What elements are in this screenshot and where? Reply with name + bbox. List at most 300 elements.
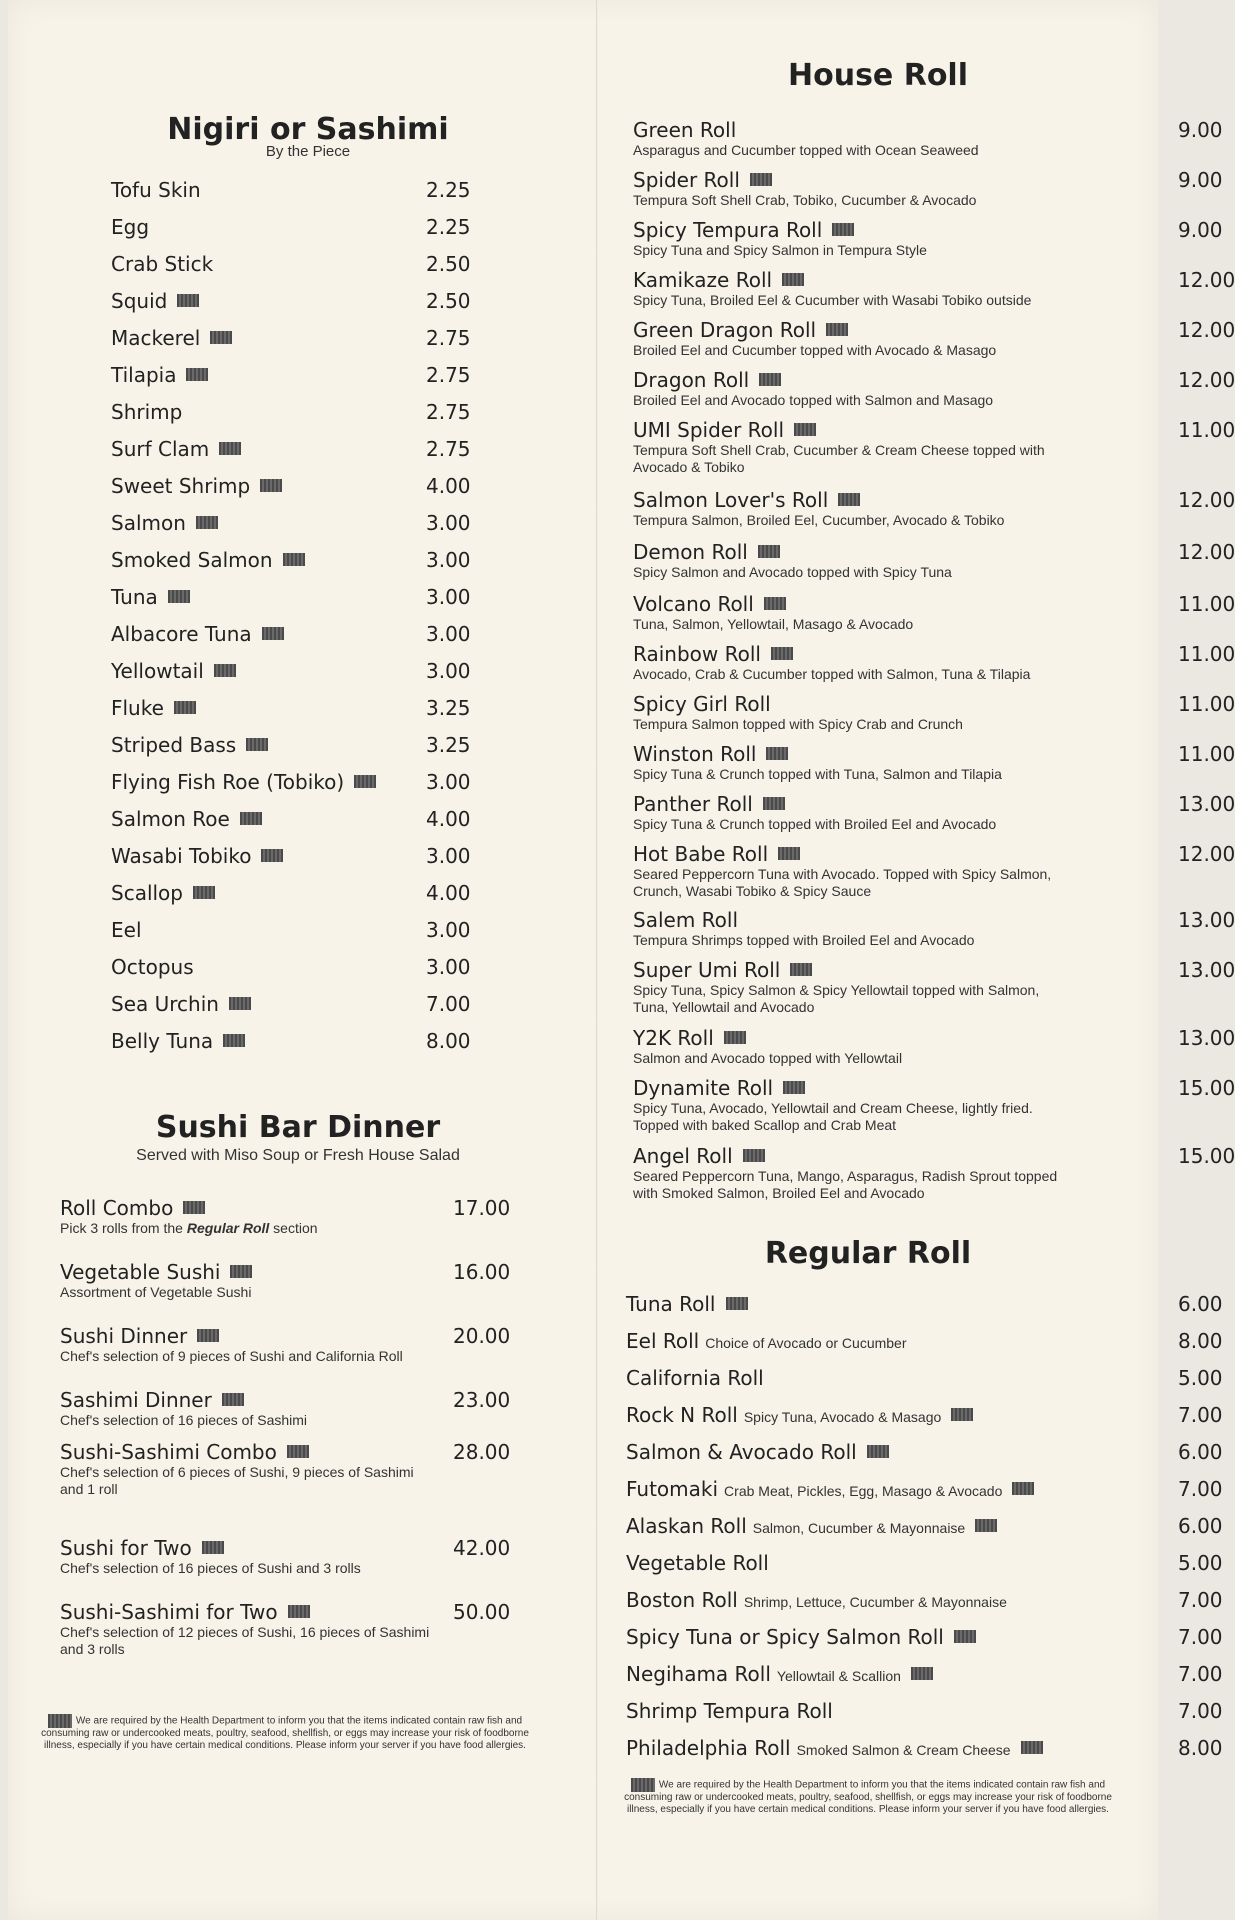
raw-fish-icon <box>951 1408 973 1421</box>
raw-fish-icon <box>743 1149 765 1162</box>
item-description: Seared Peppercorn Tuna with Avocado. Topped with Spicy Salmon, Crunch, Wasabi Tobiko & Spicy Sauce <box>633 866 1052 899</box>
item-name-wrap <box>633 692 1143 716</box>
item-name-wrap <box>626 1366 764 1390</box>
nigiri-item <box>111 178 531 215</box>
nigiri-item <box>111 992 531 1029</box>
raw-fish-icon <box>763 797 785 810</box>
item-price: 6.00 <box>1178 1514 1223 1538</box>
item-name-wrap <box>111 437 241 461</box>
item-price: 3.00 <box>426 622 471 646</box>
item-price: 11.00 <box>1178 592 1235 616</box>
house-roll-item <box>633 1026 1235 1076</box>
item-name-wrap <box>626 1699 833 1723</box>
item-name: Rock N Roll <box>626 1403 738 1427</box>
item-name: Alaskan Roll <box>626 1514 747 1538</box>
item-name-wrap <box>633 540 1143 564</box>
item-name-wrap <box>111 474 282 498</box>
item-name: Fluke <box>111 696 164 720</box>
item-name-wrap <box>633 842 1143 866</box>
item-description: Assortment of Vegetable Sushi <box>60 1284 252 1300</box>
item-price: 2.75 <box>426 437 471 461</box>
item-name: Spider Roll <box>633 168 740 192</box>
raw-fish-icon <box>261 849 283 862</box>
item-price: 20.00 <box>453 1324 511 1348</box>
item-name: Philadelphia Roll <box>626 1736 791 1760</box>
item-name: Vegetable Sushi <box>60 1260 221 1284</box>
item-name-wrap <box>111 548 305 572</box>
item-description: Smoked Salmon & Cream Cheese <box>796 1742 1011 1758</box>
regular-roll-item <box>626 1329 1223 1366</box>
desc-bold: Regular Roll <box>186 1220 270 1236</box>
item-name: Roll Combo <box>60 1196 174 1220</box>
item-description: Chef's selection of 12 pieces of Sushi, 16 pieces of Sashimi and 3 rolls <box>60 1624 430 1657</box>
house-roll-item <box>633 318 1235 368</box>
house-roll-item <box>633 1076 1235 1144</box>
nigiri-item <box>111 474 531 511</box>
item-price: 3.00 <box>426 844 471 868</box>
regular-roll-item <box>626 1625 1223 1662</box>
house-roll-item <box>633 488 1235 540</box>
item-price: 42.00 <box>453 1536 511 1560</box>
item-description: Spicy Tuna, Broiled Eel & Cucumber with Wasabi Tobiko outside <box>633 292 1032 308</box>
item-name: Sushi-Sashimi for Two <box>60 1600 278 1624</box>
raw-fish-icon <box>222 1393 244 1406</box>
item-price: 12.00 <box>1178 318 1235 342</box>
raw-fish-icon <box>48 1714 72 1728</box>
item-description: Avocado, Crab & Cucumber topped with Salmon, Tuna & Tilapia <box>633 666 1031 682</box>
item-price: 2.25 <box>426 215 471 239</box>
item-price: 4.00 <box>426 474 471 498</box>
raw-fish-icon <box>764 597 786 610</box>
item-price: 9.00 <box>1178 118 1223 142</box>
item-price: 28.00 <box>453 1440 511 1464</box>
item-price: 8.00 <box>1178 1329 1223 1353</box>
nigiri-item <box>111 659 531 696</box>
item-price: 8.00 <box>1178 1736 1223 1760</box>
raw-fish-icon <box>726 1297 748 1310</box>
item-name: Vegetable Roll <box>626 1551 769 1575</box>
item-name: Spicy Girl Roll <box>633 692 771 716</box>
item-name-wrap <box>633 368 1143 392</box>
sushi-bar-dinner-title: Sushi Bar Dinner <box>155 1110 441 1145</box>
item-price: 3.00 <box>426 585 471 609</box>
raw-fish-icon <box>177 294 199 307</box>
item-name: Smoked Salmon <box>111 548 273 572</box>
raw-fish-icon <box>975 1519 997 1532</box>
item-name-wrap <box>626 1477 1034 1501</box>
sushi-bar-dinner-subtitle: Served with Miso Soup or Fresh House Salad <box>136 1147 460 1164</box>
item-name-wrap <box>633 488 1143 512</box>
nigiri-item <box>111 955 531 992</box>
house-roll-item <box>633 742 1235 792</box>
raw-fish-icon <box>193 886 215 899</box>
item-name: Dynamite Roll <box>633 1076 774 1100</box>
item-name: Tilapia <box>111 363 177 387</box>
raw-fish-icon <box>783 1081 805 1094</box>
raw-fish-icon <box>197 1329 219 1342</box>
nigiri-item <box>111 622 531 659</box>
item-name: Winston Roll <box>633 742 757 766</box>
item-name: Crab Stick <box>111 252 214 276</box>
raw-fish-icon <box>240 812 262 825</box>
item-name-wrap <box>111 622 284 646</box>
house-roll-item <box>633 368 1235 418</box>
item-name-wrap <box>626 1662 933 1686</box>
house-roll-item <box>633 1144 1235 1206</box>
item-name: Dragon Roll <box>633 368 750 392</box>
item-price: 5.00 <box>1178 1366 1223 1390</box>
item-description: Broiled Eel and Avocado topped with Salmon and Masago <box>633 392 994 408</box>
item-name-wrap <box>633 1026 1143 1050</box>
house-roll-list <box>633 118 1235 1206</box>
nigiri-title: Nigiri or Sashimi <box>167 112 449 147</box>
item-description: Tempura Salmon topped with Spicy Crab and Crunch <box>633 716 963 732</box>
item-name: Albacore Tuna <box>111 622 252 646</box>
nigiri-item <box>111 326 531 363</box>
item-name-wrap <box>626 1403 973 1427</box>
item-price: 12.00 <box>1178 268 1235 292</box>
regular-roll-item <box>626 1514 1223 1551</box>
item-description: Choice of Avocado or Cucumber <box>705 1335 907 1351</box>
raw-fish-icon <box>229 997 251 1010</box>
item-name: Surf Clam <box>111 437 210 461</box>
dinner-item <box>60 1440 540 1536</box>
raw-fish-icon <box>186 368 208 381</box>
item-price: 11.00 <box>1178 642 1235 666</box>
item-name: Octopus <box>111 955 194 979</box>
item-description: Spicy Tuna & Crunch topped with Tuna, Salmon and Tilapia <box>633 766 1002 782</box>
item-price: 7.00 <box>1178 1588 1223 1612</box>
item-name: Striped Bass <box>111 733 237 757</box>
item-name-wrap <box>111 400 182 424</box>
item-description: Tempura Salmon, Broiled Eel, Cucumber, Avocado & Tobiko <box>633 512 1005 528</box>
item-name-wrap <box>633 168 1143 192</box>
item-description: Tempura Shrimps topped with Broiled Eel and Avocado <box>633 932 975 948</box>
item-price: 7.00 <box>426 992 471 1016</box>
item-name: Squid <box>111 289 168 313</box>
raw-fish-icon <box>283 553 305 566</box>
nigiri-section <box>108 112 508 160</box>
item-price: 13.00 <box>1178 792 1235 816</box>
item-price: 2.50 <box>426 289 471 313</box>
item-name-wrap <box>626 1551 769 1575</box>
item-name: Eel <box>111 918 142 942</box>
nigiri-item <box>111 881 531 918</box>
item-name-wrap <box>111 252 213 276</box>
raw-fish-icon <box>1012 1482 1034 1495</box>
item-description: Spicy Tuna & Crunch topped with Broiled Eel and Avocado <box>633 816 997 832</box>
menu-page <box>8 0 1235 1920</box>
house-roll-item <box>633 908 1235 958</box>
item-name: Salmon Lover's Roll <box>633 488 829 512</box>
house-roll-item <box>633 540 1235 592</box>
item-description: Chef's selection of 9 pieces of Sushi and California Roll <box>60 1348 403 1364</box>
raw-fish-icon <box>766 747 788 760</box>
item-price: 6.00 <box>1178 1292 1223 1316</box>
item-description: Salmon and Avocado topped with Yellowtail <box>633 1050 903 1066</box>
house-roll-item <box>633 842 1235 908</box>
item-name: Kamikaze Roll <box>633 268 773 292</box>
raw-fish-icon <box>954 1630 976 1643</box>
item-name-wrap <box>633 592 1143 616</box>
item-name: Salmon & Avocado Roll <box>626 1440 857 1464</box>
item-name: Salmon Roe <box>111 807 230 831</box>
house-roll-title: House Roll <box>788 58 968 93</box>
item-name-wrap <box>111 992 251 1016</box>
dinner-item <box>60 1324 540 1388</box>
regular-roll-item <box>626 1440 1223 1477</box>
item-price: 12.00 <box>1178 488 1235 512</box>
item-name: Scallop <box>111 881 183 905</box>
item-price: 7.00 <box>1178 1699 1223 1723</box>
item-name: Sushi for Two <box>60 1536 192 1560</box>
dinner-item <box>60 1600 540 1680</box>
regular-roll-item <box>626 1292 1223 1329</box>
health-notice-left: We are required by the Health Department to inform you that the items indicated contain raw fish and consuming raw or undercooked meats, poultry, seafood, shellfish, or eggs may increase your risk of foodborne illness, especially if you have certain medical conditions. Please inform your server if you have food allergies. <box>41 1715 529 1751</box>
item-price: 12.00 <box>1178 368 1235 392</box>
house-roll-item <box>633 168 1223 218</box>
item-name-wrap <box>633 792 1143 816</box>
item-name-wrap <box>633 958 1143 982</box>
raw-fish-icon <box>168 590 190 603</box>
item-price: 3.00 <box>426 955 471 979</box>
raw-fish-icon <box>260 479 282 492</box>
raw-fish-icon <box>223 1034 245 1047</box>
item-name: Green Dragon Roll <box>633 318 817 342</box>
regular-roll-item <box>626 1699 1223 1736</box>
item-name: Wasabi Tobiko <box>111 844 252 868</box>
item-name-wrap <box>626 1514 997 1538</box>
item-description: Spicy Tuna, Avocado & Masago <box>743 1409 942 1425</box>
item-name: Sea Urchin <box>111 992 219 1016</box>
raw-fish-icon <box>196 516 218 529</box>
raw-fish-icon <box>724 1031 746 1044</box>
item-price: 3.00 <box>426 770 471 794</box>
item-name-wrap <box>626 1292 748 1316</box>
item-price: 23.00 <box>453 1388 511 1412</box>
item-description: Tempura Soft Shell Crab, Cucumber & Cream Cheese topped with Avocado & Tobiko <box>633 442 1045 475</box>
item-name-wrap <box>111 918 142 942</box>
house-roll-item <box>633 592 1235 642</box>
raw-fish-icon <box>794 423 816 436</box>
raw-fish-icon <box>759 373 781 386</box>
item-name: Tuna <box>111 585 158 609</box>
item-name-wrap <box>633 1144 1143 1168</box>
raw-fish-icon <box>771 647 793 660</box>
item-name-wrap <box>111 585 190 609</box>
item-name: Yellowtail <box>111 659 204 683</box>
raw-fish-icon <box>1021 1741 1043 1754</box>
item-name-wrap <box>626 1736 1043 1760</box>
item-price: 11.00 <box>1178 692 1235 716</box>
nigiri-item <box>111 511 531 548</box>
house-roll-item <box>633 642 1235 692</box>
raw-fish-icon <box>790 963 812 976</box>
dinner-item <box>60 1196 540 1260</box>
item-name-wrap <box>633 118 1143 142</box>
item-name: Egg <box>111 215 150 239</box>
item-price: 13.00 <box>1178 1026 1235 1050</box>
item-price: 2.25 <box>426 178 471 202</box>
item-name: Sashimi Dinner <box>60 1388 212 1412</box>
item-price: 3.00 <box>426 659 471 683</box>
item-name-wrap <box>626 1440 889 1464</box>
item-name-wrap <box>111 881 215 905</box>
item-name-wrap <box>633 742 1143 766</box>
raw-fish-icon <box>826 323 848 336</box>
raw-fish-icon <box>288 1605 310 1618</box>
item-price: 11.00 <box>1178 418 1235 442</box>
raw-fish-icon <box>758 545 780 558</box>
nigiri-item <box>111 807 531 844</box>
item-name: Negihama Roll <box>626 1662 771 1686</box>
item-name: Spicy Tempura Roll <box>633 218 823 242</box>
item-price: 3.00 <box>426 918 471 942</box>
dinner-list <box>60 1196 540 1680</box>
item-price: 16.00 <box>453 1260 511 1284</box>
item-name: Salem Roll <box>633 908 738 932</box>
item-name-wrap <box>111 363 208 387</box>
nigiri-item <box>111 770 531 807</box>
item-name: UMI Spider Roll <box>633 418 785 442</box>
item-name-wrap <box>633 268 1143 292</box>
item-price: 6.00 <box>1178 1440 1223 1464</box>
regular-roll-item <box>626 1366 1223 1403</box>
item-name-wrap <box>633 218 1143 242</box>
nigiri-item <box>111 585 531 622</box>
item-description: Seared Peppercorn Tuna, Mango, Asparagus, Radish Sprout topped with Smoked Salmon, Broiled Eel and Avocado <box>633 1168 1058 1201</box>
raw-fish-icon <box>262 627 284 640</box>
item-name-wrap <box>633 418 1143 442</box>
item-price: 12.00 <box>1178 540 1235 564</box>
raw-fish-icon <box>354 775 376 788</box>
regular-roll-section <box>608 1236 1128 1271</box>
item-name: Futomaki <box>626 1477 719 1501</box>
item-price: 2.75 <box>426 363 471 387</box>
item-description: Broiled Eel and Cucumber topped with Avocado & Masago <box>633 342 997 358</box>
item-name: Eel Roll <box>626 1329 700 1353</box>
item-name: Salmon <box>111 511 186 535</box>
item-name: Y2K Roll <box>633 1026 714 1050</box>
item-name-wrap <box>111 733 268 757</box>
item-name-wrap <box>111 844 283 868</box>
sushi-bar-dinner-section <box>68 1110 528 1165</box>
item-price: 12.00 <box>1178 842 1235 866</box>
item-name: Spicy Tuna or Spicy Salmon Roll <box>626 1625 944 1649</box>
item-price: 5.00 <box>1178 1551 1223 1575</box>
item-name: Shrimp <box>111 400 183 424</box>
nigiri-item <box>111 918 531 955</box>
item-price: 8.00 <box>426 1029 471 1053</box>
item-price: 13.00 <box>1178 958 1235 982</box>
raw-fish-icon <box>230 1265 252 1278</box>
item-name-wrap <box>626 1329 907 1353</box>
item-name-wrap <box>111 770 376 794</box>
item-name-wrap <box>111 1029 245 1053</box>
item-name: Shrimp Tempura Roll <box>626 1699 833 1723</box>
item-description: Spicy Tuna, Spicy Salmon & Spicy Yellowtail topped with Salmon, Tuna, Yellowtail and Avocado <box>633 982 1040 1015</box>
item-price: 17.00 <box>453 1196 511 1220</box>
raw-fish-icon <box>287 1445 309 1458</box>
regular-roll-item <box>626 1403 1223 1440</box>
item-price: 7.00 <box>1178 1403 1223 1427</box>
item-name-wrap <box>111 955 194 979</box>
raw-fish-icon <box>183 1201 205 1214</box>
item-price: 2.75 <box>426 400 471 424</box>
item-description: Chef's selection of 16 pieces of Sashimi <box>60 1412 308 1428</box>
item-price: 11.00 <box>1178 742 1235 766</box>
item-price: 4.00 <box>426 881 471 905</box>
nigiri-list <box>111 178 531 1066</box>
house-roll-item <box>633 418 1235 488</box>
nigiri-item <box>111 400 531 437</box>
item-price: 2.75 <box>426 326 471 350</box>
item-price: 3.25 <box>426 696 471 720</box>
nigiri-item <box>111 696 531 733</box>
item-name: California Roll <box>626 1366 764 1390</box>
item-description: Salmon, Cucumber & Mayonnaise <box>752 1520 966 1536</box>
raw-fish-icon <box>174 701 196 714</box>
item-description: Spicy Tuna, Avocado, Yellowtail and Cream Cheese, lightly fried. Topped with baked Scallop and Crab Meat <box>633 1100 1033 1133</box>
item-price: 50.00 <box>453 1600 511 1624</box>
item-price: 9.00 <box>1178 168 1223 192</box>
nigiri-item <box>111 437 531 474</box>
dinner-item <box>60 1260 540 1324</box>
raw-fish-icon <box>202 1541 224 1554</box>
item-price: 13.00 <box>1178 908 1235 932</box>
item-name: Boston Roll <box>626 1588 738 1612</box>
nigiri-item <box>111 844 531 881</box>
item-name: Green Roll <box>633 118 737 142</box>
item-name: Demon Roll <box>633 540 748 564</box>
regular-roll-item <box>626 1551 1223 1588</box>
item-price: 9.00 <box>1178 218 1223 242</box>
nigiri-item <box>111 289 531 326</box>
nigiri-item <box>111 548 531 585</box>
raw-fish-icon <box>832 223 854 236</box>
item-name: Super Umi Roll <box>633 958 781 982</box>
house-roll-item <box>633 958 1235 1026</box>
desc-part: Pick 3 rolls from the <box>60 1220 187 1236</box>
nigiri-subtitle: By the Piece <box>265 143 351 160</box>
item-description: Tuna, Salmon, Yellowtail, Masago & Avocado <box>633 616 914 632</box>
regular-roll-item <box>626 1736 1223 1773</box>
item-name-wrap <box>626 1625 976 1649</box>
item-description: Yellowtail & Scallion <box>776 1668 901 1684</box>
house-roll-item <box>633 268 1235 318</box>
page-fold <box>596 0 598 1920</box>
item-name: Tofu Skin <box>111 178 201 202</box>
regular-roll-title: Regular Roll <box>764 1236 972 1271</box>
item-name-wrap <box>111 807 262 831</box>
nigiri-item <box>111 733 531 770</box>
raw-fish-icon <box>210 331 232 344</box>
house-roll-item <box>633 692 1235 742</box>
item-name-wrap <box>626 1588 1007 1612</box>
item-name: Panther Roll <box>633 792 753 816</box>
item-price: 7.00 <box>1178 1625 1223 1649</box>
item-name: Sushi-Sashimi Combo <box>60 1440 277 1464</box>
item-price: 3.25 <box>426 733 471 757</box>
item-name: Sushi Dinner <box>60 1324 188 1348</box>
item-price: 7.00 <box>1178 1477 1223 1501</box>
item-description: Spicy Tuna and Spicy Salmon in Tempura Style <box>633 242 927 258</box>
item-price: 2.50 <box>426 252 471 276</box>
item-price: 3.00 <box>426 548 471 572</box>
item-description: Crab Meat, Pickles, Egg, Masago & Avocado <box>724 1483 1003 1499</box>
health-notice-right: We are required by the Health Department to inform you that the items indicated contain raw fish and consuming raw or undercooked meats, poultry, seafood, shellfish, or eggs may increase your risk of foodborne illness, especially if you have certain medical conditions. Please inform your server if you have food allergies. <box>624 1779 1112 1815</box>
raw-fish-icon <box>214 664 236 677</box>
